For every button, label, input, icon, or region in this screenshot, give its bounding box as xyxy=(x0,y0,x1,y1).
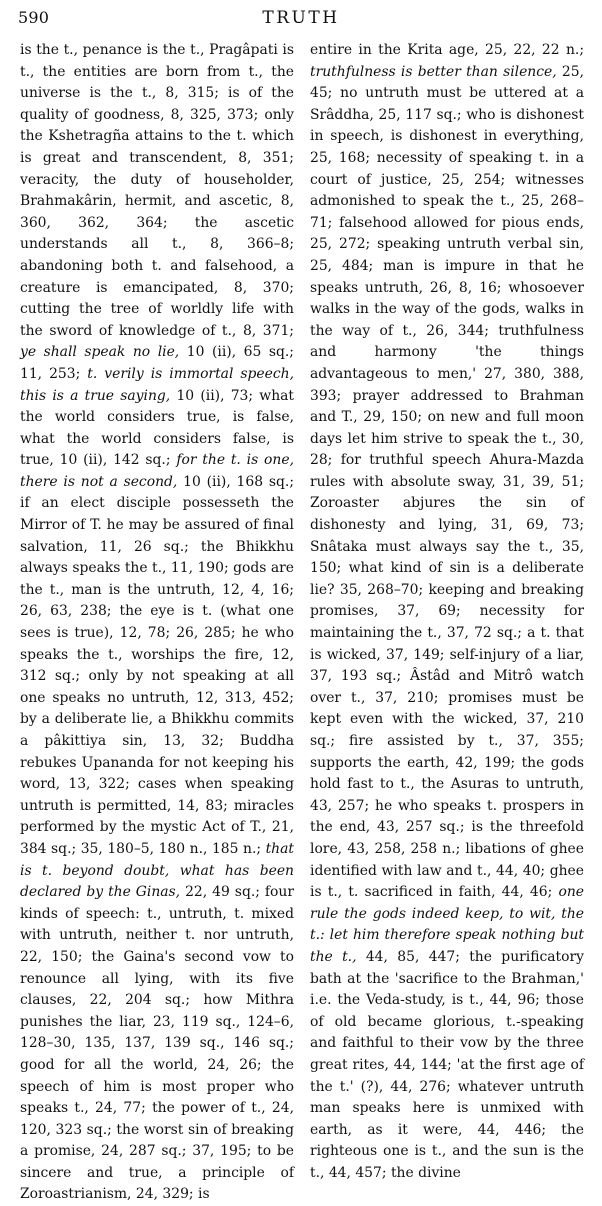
index-entry-text: 25, 45; no untruth must be uttered at a Srâddha, 25, 117 sq.; who is dishonest in speech, is dishonest in everything, 25, 168; necessity of speaking t. in a court of justice, 25, 254; witnesses admonished to speak the t., 25, 268–71; falsehood allowed for pious ends, 25, 272; speaking untruth verbal sin, 25, 484; man is impure in that he speaks untruth, 26, 8, 16; whosoever walks in the way of the gods, walks in the way of t., 26, 344; truthfulness and harmony 'the things advantageous to men,' 27, 380, 388, 393; prayer addressed to Brahman and T., 29, 150; on new and full moon days let him strive to speak the t., 30, 28; for truthful speech Ahura-Mazda rules with absolute sway, 31, 39, 51; Zoroaster abjures the sin of dishonesty and lying, 31, 69, 73; Snâtaka must always say the t., 35, 150; what kind of sin is a deliberate lie? 35, 268–70; keeping and breaking promises, 37, 69; necessity for maintaining the t., 37, 72 sq.; a t. that is wicked, 37, 149; self-injury of a liar, 37, 193 sq.; Âstâd and Mitrô watch over t., 37, 210; promises must be kept even with the wicked, 37, 210 sq.; fire assisted by t., 37, 355; supports the earth, 42, 199; the gods hold fast to t., the Asuras to untruth, 43, 257; he who speaks t. prospers in the end, 43, 257 sq.; is the threefold lore, 43, 258, 258 n.; libations of ghee identified with law and t., 44, 40; ghee is t., t. sacrificed in faith, 44, 46; xyxy=(310,63,584,901)
index-entry-text: 10 (ii), 73; what the world considers true, is false, what the world considers false, is true, 10 (ii), 142 sq.; xyxy=(20,387,294,469)
index-quotation-text: truthfulness is better than silence, xyxy=(310,63,557,80)
left-column xyxy=(20,40,294,1203)
index-quotation-text: for the t. is one, there is not a second, xyxy=(20,452,294,490)
index-entry-text: 22, 49 sq.; four kinds of speech: t., untruth, t. mixed with untruth, neither t. nor untruth, 22, 150; the Gaina's second vow to renounce all lying, with its five clauses, 22, 204 sq.; how Mithra punishes the liar, 23, 119 sq., 124–6, 128–30, 135, 137, 139 sq., 146 sq.; good for all the world, 24, 26; the speech of him is most proper who speaks t., 24, 77; the power of t., 24, 120, 323 sq.; the worst sin of breaking a promise, 24, 287 sq.; 37, 195; to be sincere and true, a principle of Zoroastrianism, 24, 329; is xyxy=(20,884,294,1203)
index-entry-text: 10 (ii), 168 sq.; if an elect disciple possesseth the Mirror of T. he may be assured of final salvation, 11, 26 sq.; the Bhikkhu always speaks the t., 11, 190; gods are the t., man is the untruth, 12, 4, 16; 26, 63, 238; the eye is t. (what one sees is true), 12, 78; 26, 285; he who speaks the t., worships the fire, 12, 312 sq.; only by not speaking at all one speaks no untruth, 12, 313, 452; by a deliberate lie, a Bhikkhu commits a pâkittiya sin, 13, 32; Buddha rebukes Upananda for not keeping his word, 13, 322; cases when speaking untruth is permitted, 14, 83; miracles performed by the mystic Act of T., 21, 384 sq.; 35, 180–5, 180 n., 185 n.; xyxy=(20,473,294,857)
page-header xyxy=(18,8,584,34)
index-quotation-text: ye shall speak no lie, xyxy=(20,344,180,361)
index-quotation-text: t. verily is immortal speech, this is a true saying, xyxy=(20,365,294,404)
page-number: 590 xyxy=(18,8,50,27)
right-column xyxy=(310,40,584,1181)
index-entry-text: 10 (ii), 65 sq.; 11, 253; xyxy=(20,344,294,382)
running-head-title: TRUTH xyxy=(262,8,340,28)
index-entry-text: is the t., penance is the t., Pragâpati is t., the entities are born from t., the universe is the t., 8, 315; is of the quality of goodness, 8, 325, 373; only the Kshetragña attains to the t. which is great and transcendent, 8, 351; veracity, the duty of householder, Brahmakârin, hermit, and ascetic, 8, 360, 362, 364; the ascetic understands all t., 8, 366–8; abandoning both t. and falsehood, a creature is emancipated, 8, 370; cutting the tree of worldly life with the sword of knowledge of t., 8, 371; xyxy=(20,42,294,339)
index-entry-text: entire in the Krita age, 25, 22, 22 n.; xyxy=(310,42,584,58)
index-entry-text: 44, 85, 447; the purificatory bath at the 'sacrifice to the Brahman,' i.e. the Veda-study, is t., 44, 96; those of old became glorious, t.-speaking and faithful to their vow by the three great rites, 44, 144; 'at the first age of the t.' (?), 44, 276; whatever untruth man speaks here is unmixed with earth, as it were, 44, 446; the righteous one is t., and the sun is the t., 44, 457; the divine xyxy=(310,948,584,1181)
index-columns xyxy=(20,40,584,1203)
index-quotation-text: one rule the gods indeed keep, to wit, the t.: let him therefore speak nothing but the t., xyxy=(310,884,584,965)
index-quotation-text: that is t. beyond doubt, what has been declared by the Ginas, xyxy=(20,840,294,901)
